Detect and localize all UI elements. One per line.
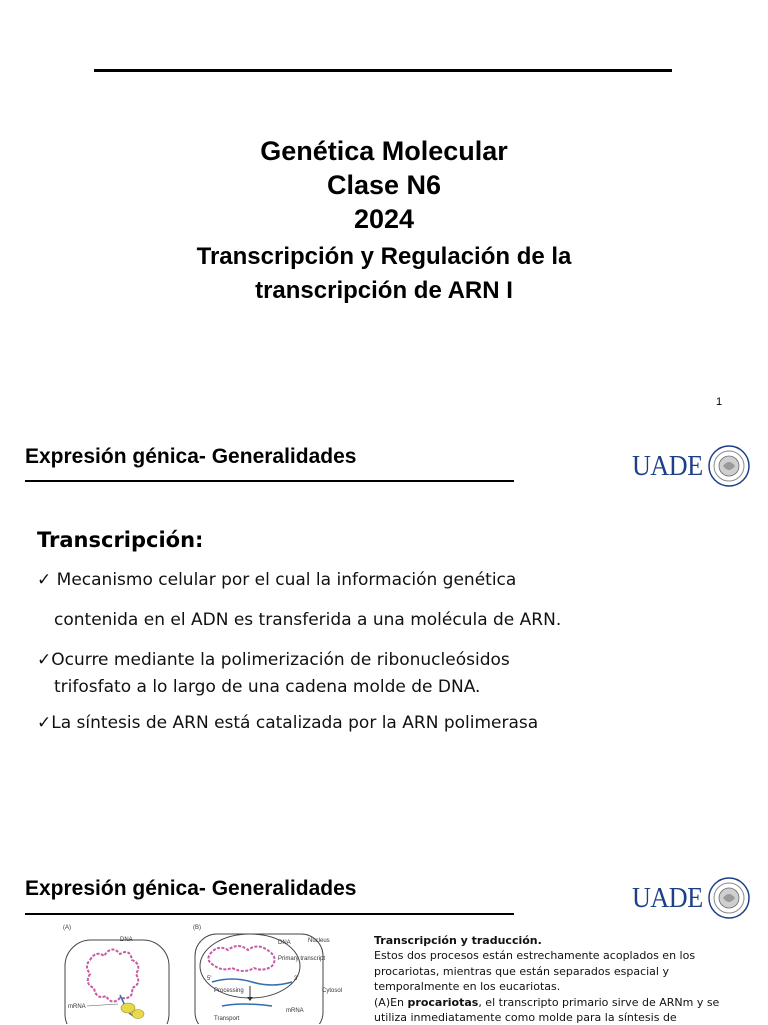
logo-wordmark-2: UADE: [632, 881, 703, 914]
transcription-figure: [50, 920, 370, 1024]
check-icon: ✓: [37, 650, 52, 670]
transport-label: Transport: [214, 1016, 240, 1022]
bullet-2-line-1: Ocurre mediante la polimerización de ribonucleósidos: [51, 650, 510, 670]
dna-helix-a: [87, 949, 138, 1001]
nucleus-label: Nucleus: [308, 938, 330, 944]
dna-label-b: DNA: [278, 940, 291, 946]
caption-line-4-post: , el transcripto primario sirve de ARNm y se: [478, 995, 720, 1009]
subtitle-line-1: Transcripción y Regulación de la: [196, 243, 572, 270]
university-seal-icon: [707, 876, 751, 920]
three-prime-label: 3': [294, 976, 299, 982]
caption-title: Transcripción y traducción.: [374, 934, 542, 947]
caption-line-5: utiliza inmediatamente como molde para la síntesis de: [374, 1011, 677, 1025]
uade-logo-2: [632, 876, 751, 920]
title-top-rule: [94, 69, 672, 72]
logo-wordmark: UADE: [632, 449, 703, 482]
five-prime-label: 5': [207, 976, 212, 982]
heading-underline: [25, 480, 514, 482]
page-number: 1: [716, 396, 723, 408]
university-seal-icon: [707, 444, 751, 488]
section-heading-2: Expresión génica- Generalidades: [25, 877, 357, 900]
uade-logo: [632, 444, 751, 488]
check-icon: ✓: [37, 570, 52, 590]
dna-label-a: DNA: [120, 937, 133, 943]
bullet-2-line-2: trifosfato a lo largo de una cadena molde de DNA.: [54, 677, 481, 697]
year-label: 2024: [353, 204, 415, 234]
subtitle-line-2: transcripción de ARN I: [255, 277, 513, 304]
caption-line-4: [374, 995, 744, 1010]
section-heading: Expresión génica- Generalidades: [25, 445, 357, 468]
mrna-label-a: mRNA: [68, 1004, 86, 1010]
caption-line-4-pre: (A)En: [374, 995, 408, 1009]
bullet-2: [37, 648, 510, 672]
label-b: (B): [193, 925, 201, 931]
mrna-label-b: mRNA: [286, 1008, 304, 1014]
bullet-1: [37, 568, 516, 592]
dna-helix-b: [208, 946, 274, 971]
bullet-1-line-1: Mecanismo celular por el cual la información genética: [51, 570, 517, 590]
class-label: Clase N6: [326, 170, 442, 200]
caption-line-3: temporalmente en los eucariotas.: [374, 980, 561, 994]
caption-line-4-bold: procariotas: [407, 995, 479, 1009]
heading-underline-2: [25, 913, 514, 915]
figure-caption: [374, 933, 744, 1025]
bullet-3-text: La síntesis de ARN está catalizada por la ARN polimerasa: [51, 713, 539, 733]
bullet-1-line-2: contenida en el ADN es transferida a una molécula de ARN.: [54, 610, 562, 630]
processing-label: Processing: [214, 988, 244, 994]
caption-line-1: Estos dos procesos están estrechamente acoplados en los: [374, 949, 696, 963]
cytosol-label: Cytosol: [322, 988, 343, 994]
transcription-title: Transcripción:: [37, 528, 204, 552]
caption-line-2: procariotas, mientras que están separados espacial y: [374, 964, 669, 978]
primary-transcript-label: Primary transcript: [278, 956, 326, 962]
bullet-3: [37, 711, 538, 735]
slide-title: Genética Molecular: [260, 136, 508, 166]
label-a: (A): [63, 925, 71, 931]
check-icon: ✓: [37, 713, 52, 733]
